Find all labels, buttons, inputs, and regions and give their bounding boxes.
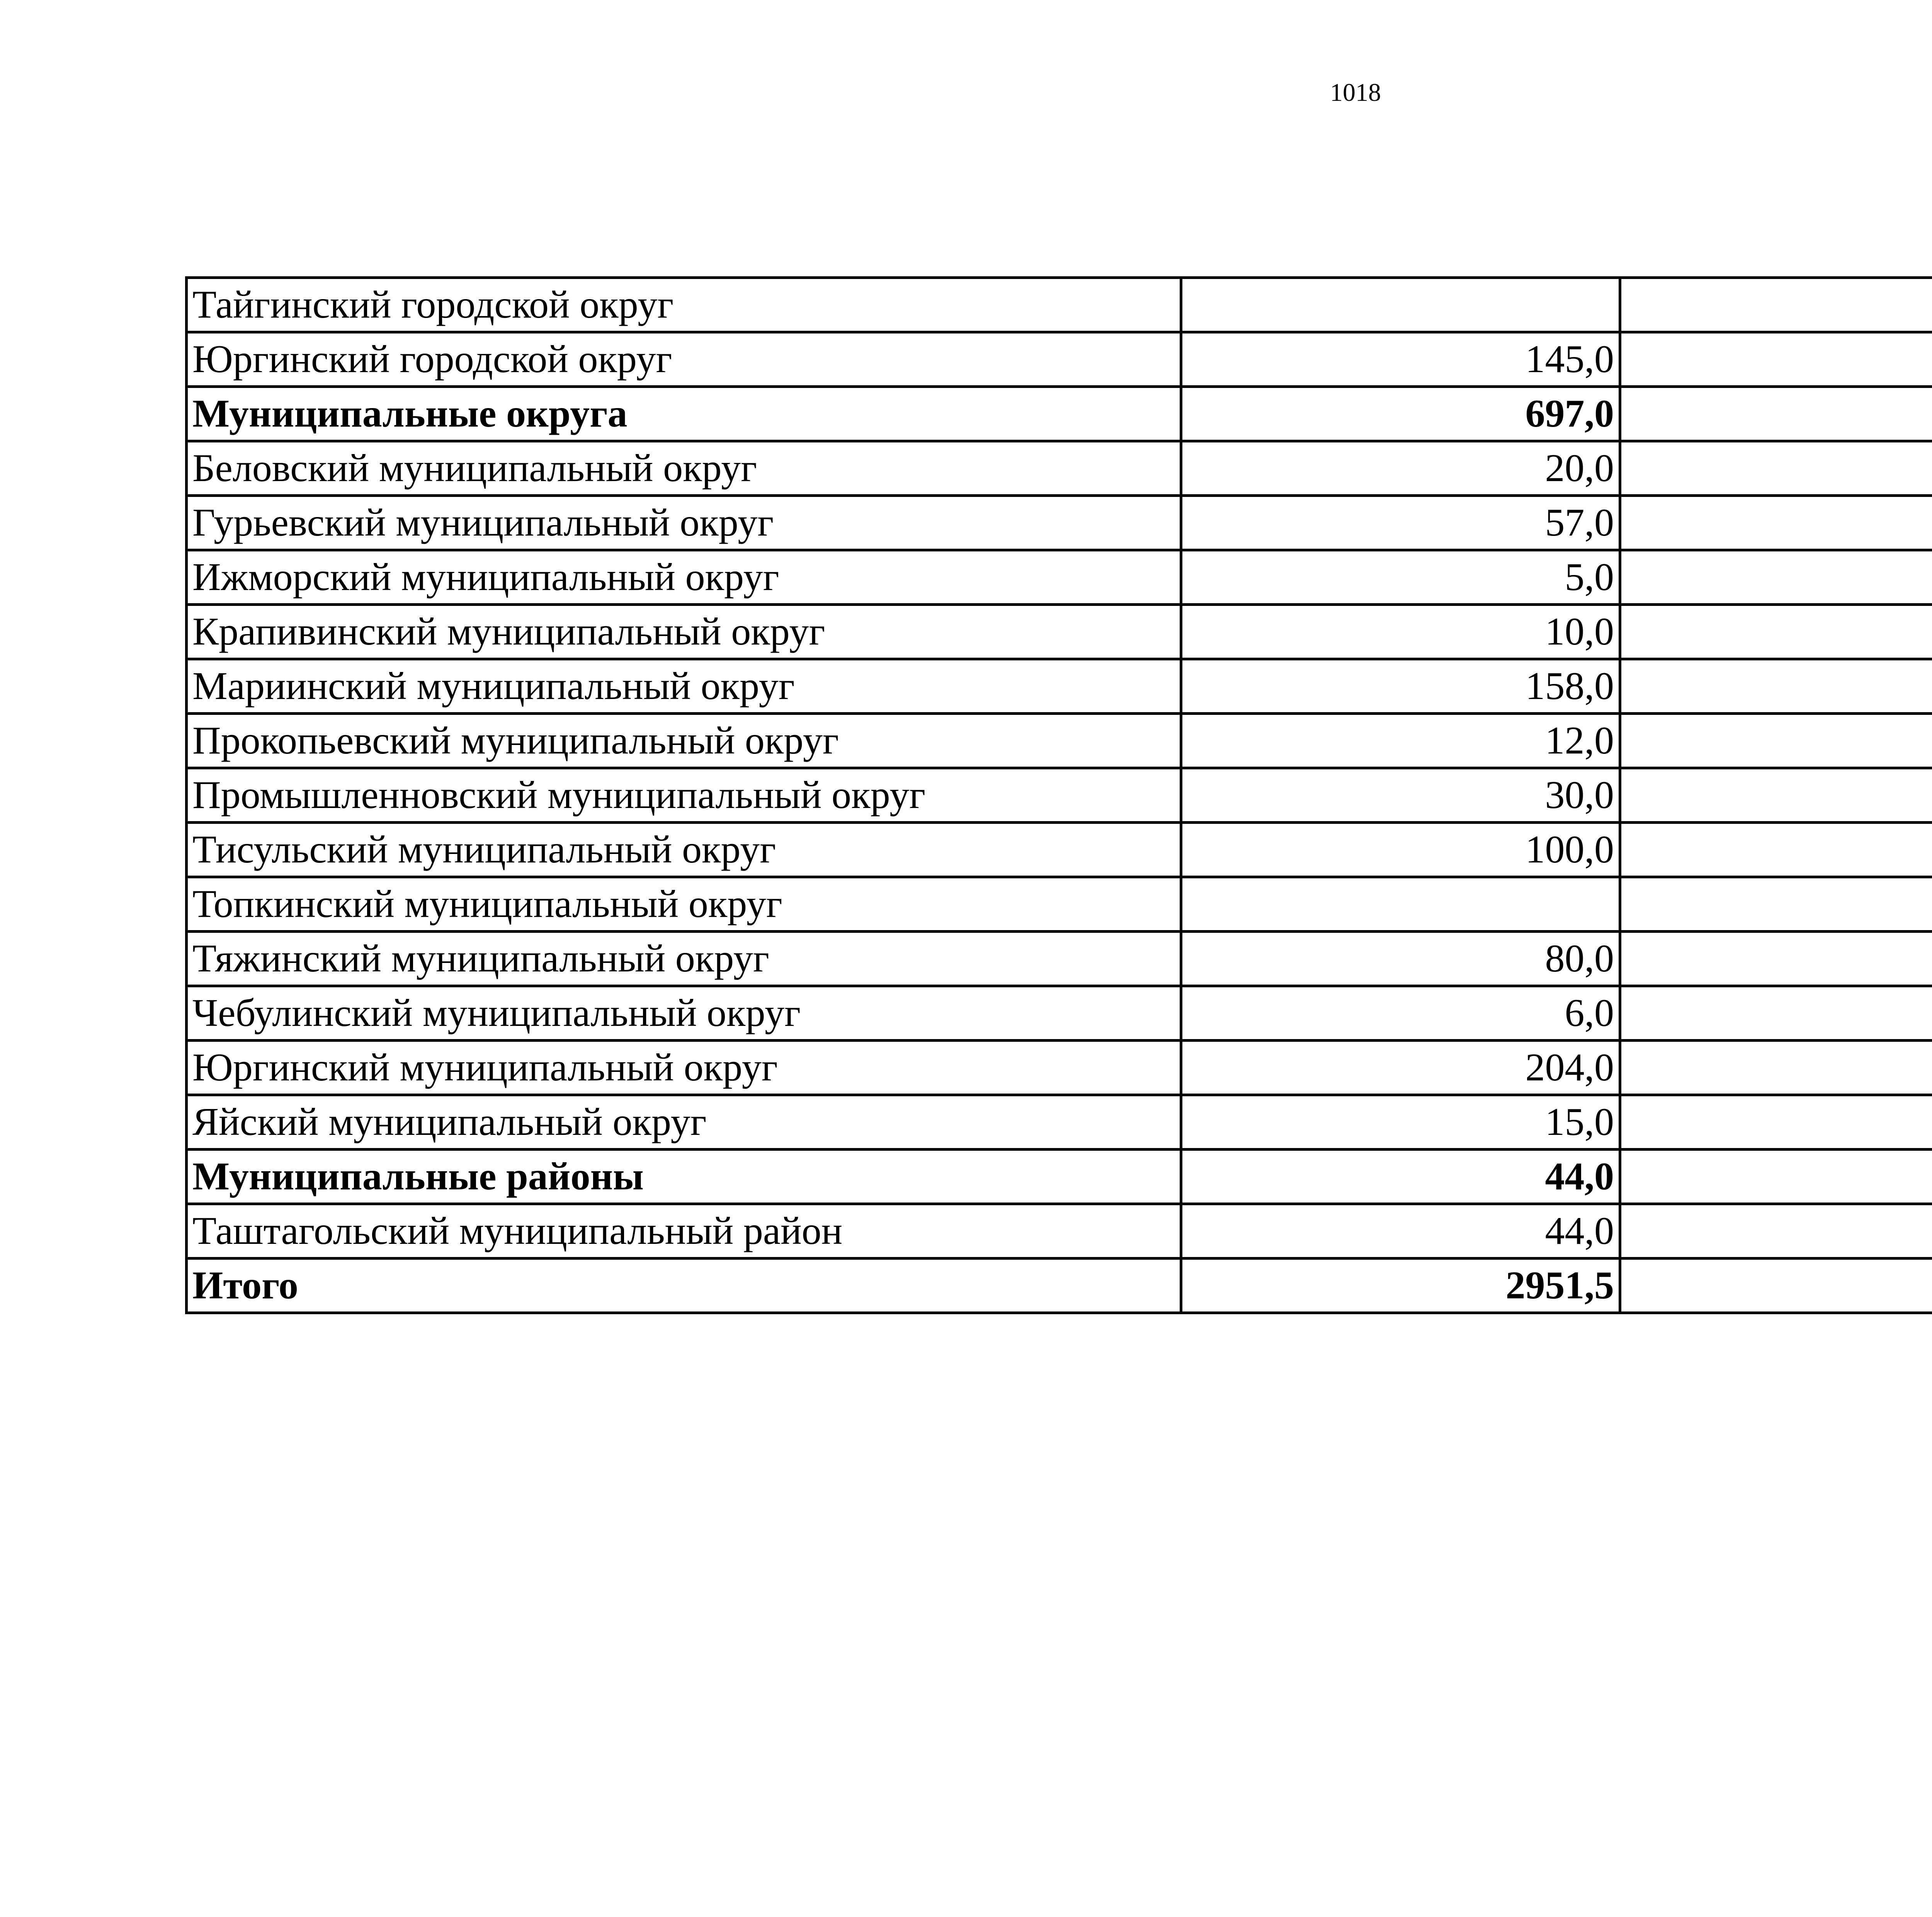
row-name: Гурьевский муниципальный округ: [187, 496, 1181, 550]
value-col-2: [1620, 332, 1932, 387]
row-name: Юргинский городской округ: [187, 332, 1181, 387]
table-row: [187, 441, 1932, 496]
value-col-1: 100,0: [1181, 823, 1620, 877]
table-row: [187, 550, 1932, 605]
value-col-2: [1620, 1041, 1932, 1095]
value-col-2: [1620, 278, 1932, 332]
row-name: Мариинский муниципальный округ: [187, 659, 1181, 714]
row-name: Тайгинский городской округ: [187, 278, 1181, 332]
table-row: [187, 605, 1932, 659]
data-table: [185, 276, 1932, 1314]
table-row: [187, 1095, 1932, 1150]
table-row: [187, 986, 1932, 1041]
table-row: [187, 768, 1932, 823]
row-name: Муниципальные районы: [187, 1150, 1181, 1204]
table-row: [187, 387, 1932, 441]
row-name: Беловский муниципальный округ: [187, 441, 1181, 496]
value-col-2: [1620, 714, 1932, 768]
value-col-2: [1620, 823, 1932, 877]
value-col-1: 20,0: [1181, 441, 1620, 496]
value-col-2: [1620, 1095, 1932, 1150]
value-col-1: 5,0: [1181, 550, 1620, 605]
row-name: Тисульский муниципальный округ: [187, 823, 1181, 877]
value-col-2: [1620, 986, 1932, 1041]
value-col-2: [1620, 1259, 1932, 1313]
table-row: [187, 496, 1932, 550]
value-col-1: 6,0: [1181, 986, 1620, 1041]
value-col-2: [1620, 605, 1932, 659]
value-col-2: [1620, 659, 1932, 714]
value-col-2: [1620, 877, 1932, 932]
value-col-2: [1620, 1150, 1932, 1204]
table-row: [187, 1150, 1932, 1204]
row-name: Чебулинский муниципальный округ: [187, 986, 1181, 1041]
value-col-2: [1620, 768, 1932, 823]
value-col-1: 145,0: [1181, 332, 1620, 387]
value-col-1: 80,0: [1181, 932, 1620, 986]
value-col-1: 204,0: [1181, 1041, 1620, 1095]
value-col-2: [1620, 1204, 1932, 1259]
table-row: [187, 1259, 1932, 1313]
row-name: Таштагольский муниципальный район: [187, 1204, 1181, 1259]
row-name: Крапивинский муниципальный округ: [187, 605, 1181, 659]
value-col-1: [1181, 877, 1620, 932]
value-col-1: 697,0: [1181, 387, 1620, 441]
row-name: Прокопьевский муниципальный округ: [187, 714, 1181, 768]
row-name: Итого: [187, 1259, 1181, 1313]
table-row: [187, 877, 1932, 932]
value-col-1: 44,0: [1181, 1204, 1620, 1259]
value-col-1: [1181, 278, 1620, 332]
value-col-2: [1620, 550, 1932, 605]
table-body: [187, 278, 1932, 1313]
row-name: Тяжинский муниципальный округ: [187, 932, 1181, 986]
value-col-2: [1620, 387, 1932, 441]
row-name: Топкинский муниципальный округ: [187, 877, 1181, 932]
value-col-2: [1620, 496, 1932, 550]
value-col-1: 12,0: [1181, 714, 1620, 768]
value-col-2: [1620, 932, 1932, 986]
value-col-2: [1620, 441, 1932, 496]
table-row: [187, 823, 1932, 877]
row-name: Промышленновский муниципальный округ: [187, 768, 1181, 823]
value-col-1: 15,0: [1181, 1095, 1620, 1150]
table-row: [187, 332, 1932, 387]
table-row: [187, 659, 1932, 714]
row-name: Ижморский муниципальный округ: [187, 550, 1181, 605]
value-col-1: 44,0: [1181, 1150, 1620, 1204]
table-row: [187, 714, 1932, 768]
row-name: Муниципальные округа: [187, 387, 1181, 441]
row-name: Яйский муниципальный округ: [187, 1095, 1181, 1150]
page-number: 1018: [1330, 78, 1381, 107]
row-name: Юргинский муниципальный округ: [187, 1041, 1181, 1095]
value-col-1: 57,0: [1181, 496, 1620, 550]
table-row: [187, 932, 1932, 986]
value-col-1: 10,0: [1181, 605, 1620, 659]
table-row: [187, 1041, 1932, 1095]
value-col-1: 2951,5: [1181, 1259, 1620, 1313]
table-row: [187, 1204, 1932, 1259]
value-col-1: 30,0: [1181, 768, 1620, 823]
table-row: [187, 278, 1932, 332]
value-col-1: 158,0: [1181, 659, 1620, 714]
